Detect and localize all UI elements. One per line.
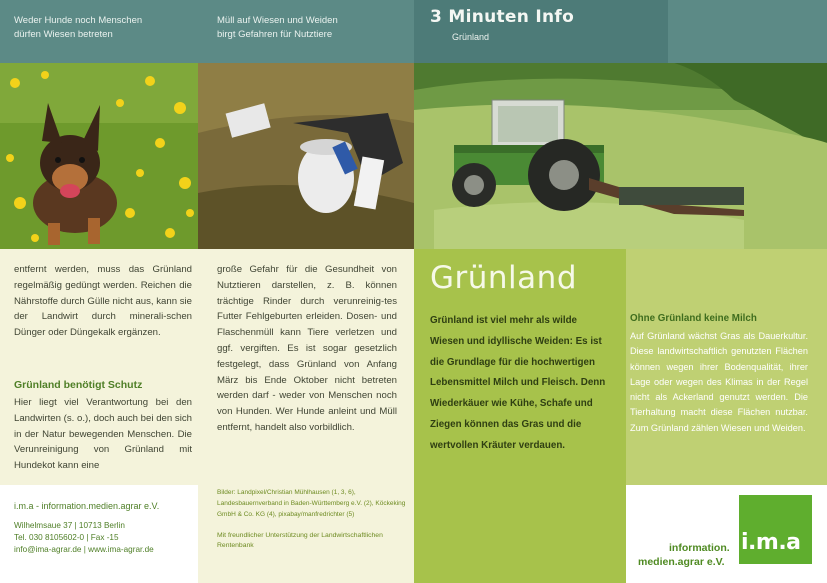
right-column-heading: Ohne Grünland keine Milch: [630, 313, 757, 324]
ima-logo-line1: information.: [669, 542, 730, 554]
ima-logo-line2: medien.agrar e.V.: [638, 556, 725, 568]
dog-photo: [0, 63, 198, 249]
caption-waste: Müll auf Wiesen und Weiden birgt Gefahren für Nutztiere: [217, 15, 338, 40]
page-subtitle: Grünland: [452, 32, 490, 42]
green-panel-text: Grünland ist viel mehr als wilde Wiesen und idyllische Weiden: Es ist die Grundlage für die hochwertigen Lebensmittel Milch und Fleisch. Denn Wiederkäuer wie Kühe, Schafe und Ziegen können das Gras und die wertvollen Kräuter verdauen.: [430, 315, 606, 451]
middle-column-text: große Gefahr für die Gesundheit von Nutztieren darstellen, z. B. können trächtige Rinder durch verunreinig-tes Futter Fehlgeburten erleiden. Dosen- und Flaschenmüll kann Tiere verletzen und ggf. vergiften. Es ist sogar gesetzlich festgelegt, dass Grünland von Anfang März bis Ende Oktober nicht betreten werden darf - weder von Menschen noch von Hunden. Wer Hunde anleint und Müll entfernt, handelt also vorbildlich.: [217, 264, 397, 433]
support-note: Mit freundlicher Unterstützung der Landwirtschaftlichen Rentenbank: [217, 532, 383, 549]
ima-logo-text: i.m.a: [741, 530, 801, 555]
phone-line: Tel. 030 8105602-0 | Fax -15: [14, 532, 119, 542]
section-title: Grünland: [430, 260, 577, 296]
page-title: 3 Minuten Info: [430, 7, 575, 27]
waste-photo: [198, 63, 414, 249]
caption-dog: Weder Hunde noch Menschen dürfen Wiesen betreten: [14, 15, 143, 40]
org-address: [14, 520, 154, 555]
image-credits: Bilder: Landpixel/Christian Mühlhausen (1, 3, 6), Landesbauernverband in Baden-Württemberg e.V. (2), Köckeking GmbH & Co. KG (4), pixabay/manfredrichter (5): [217, 489, 406, 518]
left-column-text-2: Hier liegt viel Verantwortung bei den Landwirten (s. o.), doch auch bei den sich in der Natur bewegenden Menschen. Die Verunreinigung von Grünland mit Hundekot kann eine: [14, 397, 192, 472]
right-column-text: Auf Grünland wächst Gras als Dauerkultur. Diese landwirtschaftlich genutzten Flächen können wegen ihrer Bodenqualität, ihrer Lage oder wegen des Klimas in der Regel nicht als Ackerland genutzt werden. Die Tierhaltung macht diese Flächen nutzbar. Zum Grünland zählen Wiesen und Weiden.: [630, 331, 808, 433]
address-line: Wilhelmsaue 37 | 10713 Berlin: [14, 521, 125, 530]
left-column-text-1: entfernt werden, muss das Grünland regelmäßig gedüngt werden. Reichen die Nährstoffe durch Gülle nicht aus, kann sie der Landwirt durch minerali-schen Dünger oder Düngekalk ergänzen.: [14, 264, 192, 339]
left-column-heading: Grünland benötigt Schutz: [14, 379, 143, 391]
org-name: i.m.a - information.medien.agrar e.V.: [14, 501, 160, 511]
contact-line: info@ima-agrar.de | www.ima-agrar.de: [14, 544, 154, 554]
